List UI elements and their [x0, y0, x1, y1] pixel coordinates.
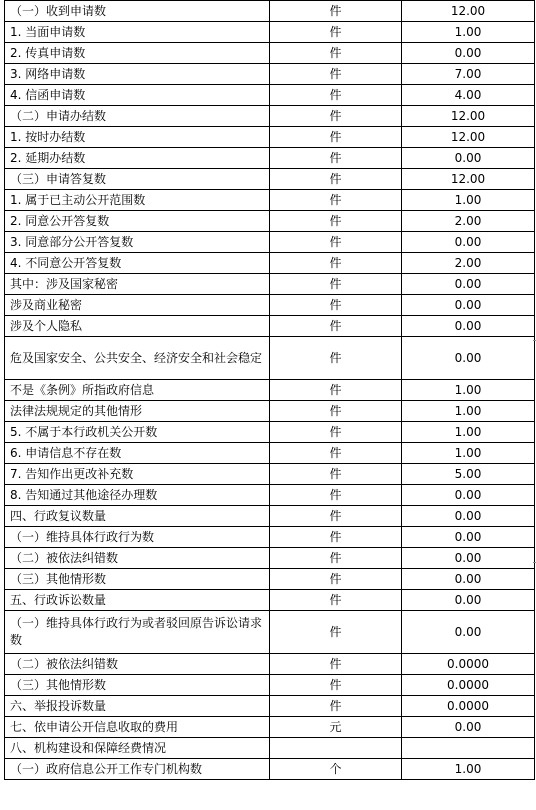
item-label: （三）其他情形数 [5, 675, 270, 696]
value-cell: 0.00 [402, 148, 535, 169]
item-label: （三）其他情形数 [5, 569, 270, 590]
item-label: 1. 当面申请数 [5, 22, 270, 43]
unit-cell: 件 [270, 316, 402, 337]
table-row [5, 569, 535, 590]
unit-cell: 件 [270, 106, 402, 127]
unit-cell: 件 [270, 654, 402, 675]
table-row [5, 422, 535, 443]
unit-cell: 件 [270, 380, 402, 401]
unit-cell: 件 [270, 548, 402, 569]
table-row [5, 85, 535, 106]
item-label: 2. 同意公开答复数 [5, 211, 270, 232]
value-cell: 12.00 [402, 127, 535, 148]
unit-cell: 件 [270, 590, 402, 611]
item-label: 其中：涉及国家秘密 [5, 274, 270, 295]
item-label: 3. 同意部分公开答复数 [5, 232, 270, 253]
value-cell: 2.00 [402, 211, 535, 232]
table-row [5, 654, 535, 675]
unit-cell: 件 [270, 295, 402, 316]
item-label: 6. 申请信息不存在数 [5, 443, 270, 464]
value-cell: 5.00 [402, 464, 535, 485]
table-row [5, 274, 535, 295]
table-row [5, 590, 535, 611]
unit-cell: 件 [270, 169, 402, 190]
item-label: （一）维持具体行政行为数 [5, 527, 270, 548]
unit-cell: 件 [270, 337, 402, 380]
unit-cell: 件 [270, 485, 402, 506]
unit-cell [270, 738, 402, 759]
table-row [5, 675, 535, 696]
value-cell: 0.00 [402, 548, 535, 569]
unit-cell: 元 [270, 717, 402, 738]
table-row [5, 401, 535, 422]
item-label: 涉及商业秘密 [5, 295, 270, 316]
value-cell: 12.00 [402, 1, 535, 22]
item-label: （二）被依法纠错数 [5, 548, 270, 569]
item-label: 8. 告知通过其他途径办理数 [5, 485, 270, 506]
item-label: 2. 传真申请数 [5, 43, 270, 64]
unit-cell: 件 [270, 422, 402, 443]
item-label: 1. 按时办结数 [5, 127, 270, 148]
value-cell: 0.0000 [402, 654, 535, 675]
value-cell: 2.00 [402, 253, 535, 274]
item-label: （一）政府信息公开工作专门机构数 [5, 759, 270, 780]
table-row [5, 485, 535, 506]
table-row [5, 64, 535, 85]
unit-cell: 件 [270, 22, 402, 43]
table-row [5, 211, 535, 232]
item-label: 2. 延期办结数 [5, 148, 270, 169]
table-row [5, 611, 535, 654]
value-cell [402, 738, 535, 759]
table-row [5, 464, 535, 485]
table-row [5, 169, 535, 190]
value-cell: 1.00 [402, 443, 535, 464]
unit-cell: 件 [270, 253, 402, 274]
unit-cell: 件 [270, 569, 402, 590]
value-cell: 1.00 [402, 190, 535, 211]
value-cell: 12.00 [402, 169, 535, 190]
table-row [5, 232, 535, 253]
item-label: （三）申请答复数 [5, 169, 270, 190]
table-row [5, 696, 535, 717]
table-row [5, 717, 535, 738]
table-row [5, 127, 535, 148]
unit-cell: 件 [270, 401, 402, 422]
unit-cell: 件 [270, 443, 402, 464]
item-label: 3. 网络申请数 [5, 64, 270, 85]
table-row [5, 527, 535, 548]
item-label: 不是《条例》所指政府信息 [5, 380, 270, 401]
table-row [5, 190, 535, 211]
value-cell: 0.00 [402, 527, 535, 548]
table-row [5, 22, 535, 43]
value-cell: 0.00 [402, 43, 535, 64]
unit-cell: 件 [270, 506, 402, 527]
table-row [5, 759, 535, 780]
item-label: （二）申请办结数 [5, 106, 270, 127]
unit-cell: 个 [270, 759, 402, 780]
unit-cell: 件 [270, 464, 402, 485]
unit-cell: 件 [270, 675, 402, 696]
item-label: 涉及个人隐私 [5, 316, 270, 337]
value-cell: 1.00 [402, 422, 535, 443]
unit-cell: 件 [270, 43, 402, 64]
item-label: 七、依申请公开信息收取的费用 [5, 717, 270, 738]
item-label: 六、举报投诉数量 [5, 696, 270, 717]
value-cell: 12.00 [402, 106, 535, 127]
item-label: 4. 信函申请数 [5, 85, 270, 106]
statistics-table-body [5, 1, 535, 780]
table-row [5, 1, 535, 22]
item-label: （一）维持具体行政行为或者驳回原告诉讼请求数 [5, 611, 270, 654]
value-cell: 1.00 [402, 759, 535, 780]
unit-cell: 件 [270, 696, 402, 717]
unit-cell: 件 [270, 64, 402, 85]
table-row [5, 106, 535, 127]
table-row [5, 337, 535, 380]
value-cell: 1.00 [402, 380, 535, 401]
value-cell: 0.00 [402, 590, 535, 611]
value-cell: 0.00 [402, 611, 535, 654]
item-label: 4. 不同意公开答复数 [5, 253, 270, 274]
item-label: 八、机构建设和保障经费情况 [5, 738, 270, 759]
unit-cell: 件 [270, 232, 402, 253]
table-row [5, 738, 535, 759]
table-row [5, 43, 535, 64]
value-cell: 0.00 [402, 316, 535, 337]
value-cell: 0.00 [402, 569, 535, 590]
table-row [5, 295, 535, 316]
value-cell: 0.00 [402, 506, 535, 527]
unit-cell: 件 [270, 190, 402, 211]
value-cell: 4.00 [402, 85, 535, 106]
table-row [5, 548, 535, 569]
unit-cell: 件 [270, 211, 402, 232]
item-label: 危及国家安全、公共安全、经济安全和社会稳定 [5, 337, 270, 380]
item-label: 7. 告知作出更改补充数 [5, 464, 270, 485]
value-cell: 1.00 [402, 22, 535, 43]
table-row [5, 443, 535, 464]
unit-cell: 件 [270, 274, 402, 295]
unit-cell: 件 [270, 611, 402, 654]
value-cell: 0.0000 [402, 675, 535, 696]
table-row [5, 380, 535, 401]
table-row [5, 253, 535, 274]
item-label: 1. 属于已主动公开范围数 [5, 190, 270, 211]
unit-cell: 件 [270, 127, 402, 148]
value-cell: 0.00 [402, 295, 535, 316]
value-cell: 0.00 [402, 485, 535, 506]
value-cell: 0.00 [402, 337, 535, 380]
value-cell: 7.00 [402, 64, 535, 85]
unit-cell: 件 [270, 148, 402, 169]
item-label: 法律法规规定的其他情形 [5, 401, 270, 422]
item-label: 5. 不属于本行政机关公开数 [5, 422, 270, 443]
unit-cell: 件 [270, 1, 402, 22]
item-label: 五、行政诉讼数量 [5, 590, 270, 611]
value-cell: 1.00 [402, 401, 535, 422]
unit-cell: 件 [270, 527, 402, 548]
table-row [5, 316, 535, 337]
item-label: （二）被依法纠错数 [5, 654, 270, 675]
value-cell: 0.0000 [402, 696, 535, 717]
statistics-table [4, 0, 535, 780]
value-cell: 0.00 [402, 274, 535, 295]
item-label: （一）收到申请数 [5, 1, 270, 22]
table-row [5, 506, 535, 527]
value-cell: 0.00 [402, 717, 535, 738]
value-cell: 0.00 [402, 232, 535, 253]
table-row [5, 148, 535, 169]
unit-cell: 件 [270, 85, 402, 106]
item-label: 四、行政复议数量 [5, 506, 270, 527]
